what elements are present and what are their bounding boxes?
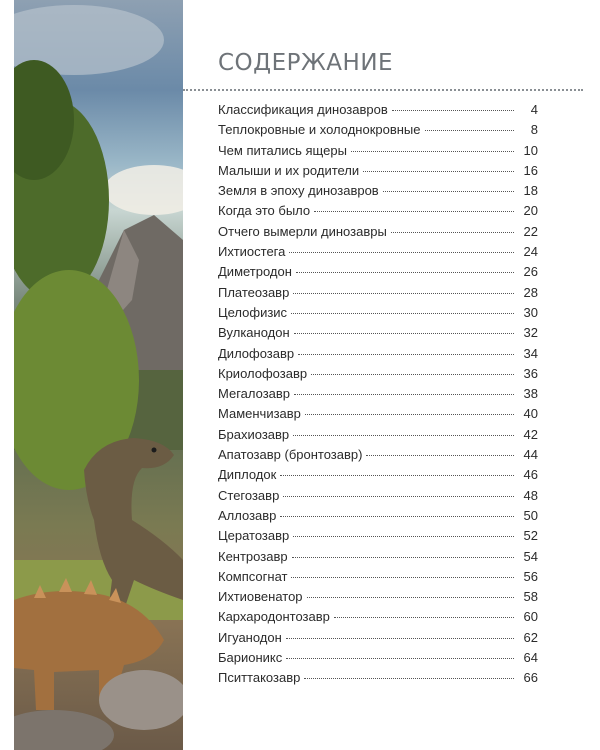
toc-entry-title: Земля в эпоху динозавров — [218, 183, 379, 199]
toc-entry[interactable] — [218, 549, 538, 569]
toc-entry-page: 66 — [523, 670, 538, 686]
toc-entry-title: Цератозавр — [218, 528, 290, 544]
toc-entry-title: Игуанодон — [218, 629, 282, 645]
dinosaur-eye — [152, 448, 157, 453]
toc-entry[interactable] — [218, 122, 538, 142]
toc-entry-title: Барионикс — [218, 650, 283, 666]
toc-entry-title: Дилофозавр — [218, 345, 295, 361]
dot-leader — [296, 272, 514, 273]
toc-entry-page: 10 — [523, 142, 538, 158]
cloud — [104, 165, 183, 215]
dot-leader — [294, 394, 514, 395]
dot-leader — [307, 597, 514, 598]
dot-leader — [314, 211, 514, 212]
toc-entry[interactable] — [218, 264, 538, 284]
toc-entry-page: 28 — [523, 284, 538, 300]
toc-entry-title: Целофизис — [218, 304, 288, 320]
toc-entry-title: Теплокровные и холоднокровные — [218, 122, 421, 138]
dot-leader — [291, 577, 514, 578]
toc-entry-page: 60 — [523, 609, 538, 625]
toc-entry-title: Апатозавр (бронтозавр) — [218, 447, 363, 463]
table-of-contents — [218, 102, 538, 691]
dinosaur-scene — [14, 0, 183, 750]
toc-entry-page: 46 — [523, 467, 538, 483]
dot-leader — [286, 638, 514, 639]
toc-entry[interactable] — [218, 143, 538, 163]
toc-entry-page: 8 — [530, 122, 538, 138]
toc-entry-title: Малыши и их родители — [218, 162, 360, 178]
toc-entry-page: 4 — [530, 102, 538, 117]
dot-leader — [311, 374, 514, 375]
dot-leader — [334, 617, 514, 618]
toc-entry[interactable] — [218, 630, 538, 650]
dot-leader — [304, 678, 514, 679]
dinosaur-illustration — [14, 0, 183, 750]
toc-entry-title: Вулканодон — [218, 325, 290, 341]
dot-leader — [392, 110, 514, 111]
dot-leader — [286, 658, 514, 659]
toc-entry-title: Брахиозавр — [218, 426, 290, 442]
dot-leader — [289, 252, 514, 253]
dot-leader — [366, 455, 514, 456]
toc-entry[interactable] — [218, 102, 538, 122]
toc-entry[interactable] — [218, 183, 538, 203]
toc-entry[interactable] — [218, 528, 538, 548]
toc-entry-title: Платеозавр — [218, 284, 290, 300]
toc-entry-page: 40 — [523, 406, 538, 422]
toc-entry-title: Диметродон — [218, 264, 292, 280]
toc-entry[interactable] — [218, 447, 538, 467]
dot-leader — [351, 151, 514, 152]
toc-entry-title: Ихтиостега — [218, 244, 286, 260]
toc-entry[interactable] — [218, 163, 538, 183]
toc-entry-page: 38 — [523, 386, 538, 402]
toc-entry-page: 42 — [523, 426, 538, 442]
dot-leader — [280, 516, 514, 517]
toc-entry[interactable] — [218, 386, 538, 406]
toc-entry-title: Кархародонтозавр — [218, 609, 330, 625]
dot-leader — [283, 496, 514, 497]
toc-entry[interactable] — [218, 305, 538, 325]
toc-entry-title: Отчего вымерли динозавры — [218, 223, 387, 239]
dot-leader — [425, 130, 514, 131]
toc-entry[interactable] — [218, 406, 538, 426]
toc-entry-title: Кентрозавр — [218, 548, 288, 564]
dot-leader — [291, 313, 514, 314]
page-title: СОДЕРЖАНИЕ — [218, 50, 394, 76]
dotted-divider — [183, 89, 583, 91]
toc-entry[interactable] — [218, 609, 538, 629]
toc-entry-page: 36 — [523, 365, 538, 381]
rock — [14, 710, 114, 750]
toc-entry-title: Пситтакозавр — [218, 670, 301, 686]
dot-leader — [280, 475, 514, 476]
toc-entry[interactable] — [218, 427, 538, 447]
toc-entry-page: 58 — [523, 589, 538, 605]
toc-entry[interactable] — [218, 569, 538, 589]
dot-leader — [305, 414, 514, 415]
toc-entry-page: 56 — [523, 568, 538, 584]
toc-entry[interactable] — [218, 467, 538, 487]
toc-entry[interactable] — [218, 325, 538, 345]
toc-entry-page: 24 — [523, 244, 538, 260]
dot-leader — [293, 435, 514, 436]
toc-entry[interactable] — [218, 589, 538, 609]
dot-leader — [292, 557, 514, 558]
toc-entry-page: 52 — [523, 528, 538, 544]
toc-entry-title: Криолофозавр — [218, 365, 308, 381]
toc-entry[interactable] — [218, 670, 538, 690]
toc-entry[interactable] — [218, 366, 538, 386]
toc-entry-title: Когда это было — [218, 203, 311, 219]
toc-entry-page: 26 — [523, 264, 538, 280]
toc-entry[interactable] — [218, 203, 538, 223]
toc-entry-page: 16 — [523, 162, 538, 178]
toc-entry-page: 54 — [523, 548, 538, 564]
toc-entry-page: 62 — [523, 629, 538, 645]
toc-entry-title: Компсогнат — [218, 568, 288, 584]
dot-leader — [298, 354, 514, 355]
toc-entry-page: 50 — [523, 507, 538, 523]
toc-entry-title: Диплодок — [218, 467, 277, 483]
toc-entry[interactable] — [218, 488, 538, 508]
toc-entry-title: Аллозавр — [218, 507, 277, 523]
toc-entry[interactable] — [218, 285, 538, 305]
dot-leader — [363, 171, 514, 172]
toc-entry-title: Стегозавр — [218, 487, 280, 503]
toc-entry[interactable] — [218, 650, 538, 670]
dot-leader — [293, 536, 514, 537]
toc-entry-page: 64 — [523, 650, 538, 666]
toc-entry-page: 48 — [523, 487, 538, 503]
toc-entry-title: Маменчизавр — [218, 406, 301, 422]
toc-entry[interactable] — [218, 508, 538, 528]
dot-leader — [294, 333, 514, 334]
toc-entry-title: Ихтиовенатор — [218, 589, 303, 605]
toc-entry-page: 34 — [523, 345, 538, 361]
toc-entry-page: 44 — [523, 447, 538, 463]
dot-leader — [293, 293, 514, 294]
toc-entry-page: 32 — [523, 325, 538, 341]
toc-entry-title: Классификация динозавров — [218, 102, 388, 117]
toc-entry-title: Мегалозавр — [218, 386, 291, 402]
toc-entry-page: 18 — [523, 183, 538, 199]
dot-leader — [391, 232, 514, 233]
toc-entry-page: 30 — [523, 304, 538, 320]
toc-entry[interactable] — [218, 224, 538, 244]
dot-leader — [383, 191, 514, 192]
toc-entry-title: Чем питались ящеры — [218, 142, 347, 158]
toc-entry-page: 20 — [523, 203, 538, 219]
toc-entry[interactable] — [218, 244, 538, 264]
toc-entry[interactable] — [218, 346, 538, 366]
toc-entry-page: 22 — [523, 223, 538, 239]
